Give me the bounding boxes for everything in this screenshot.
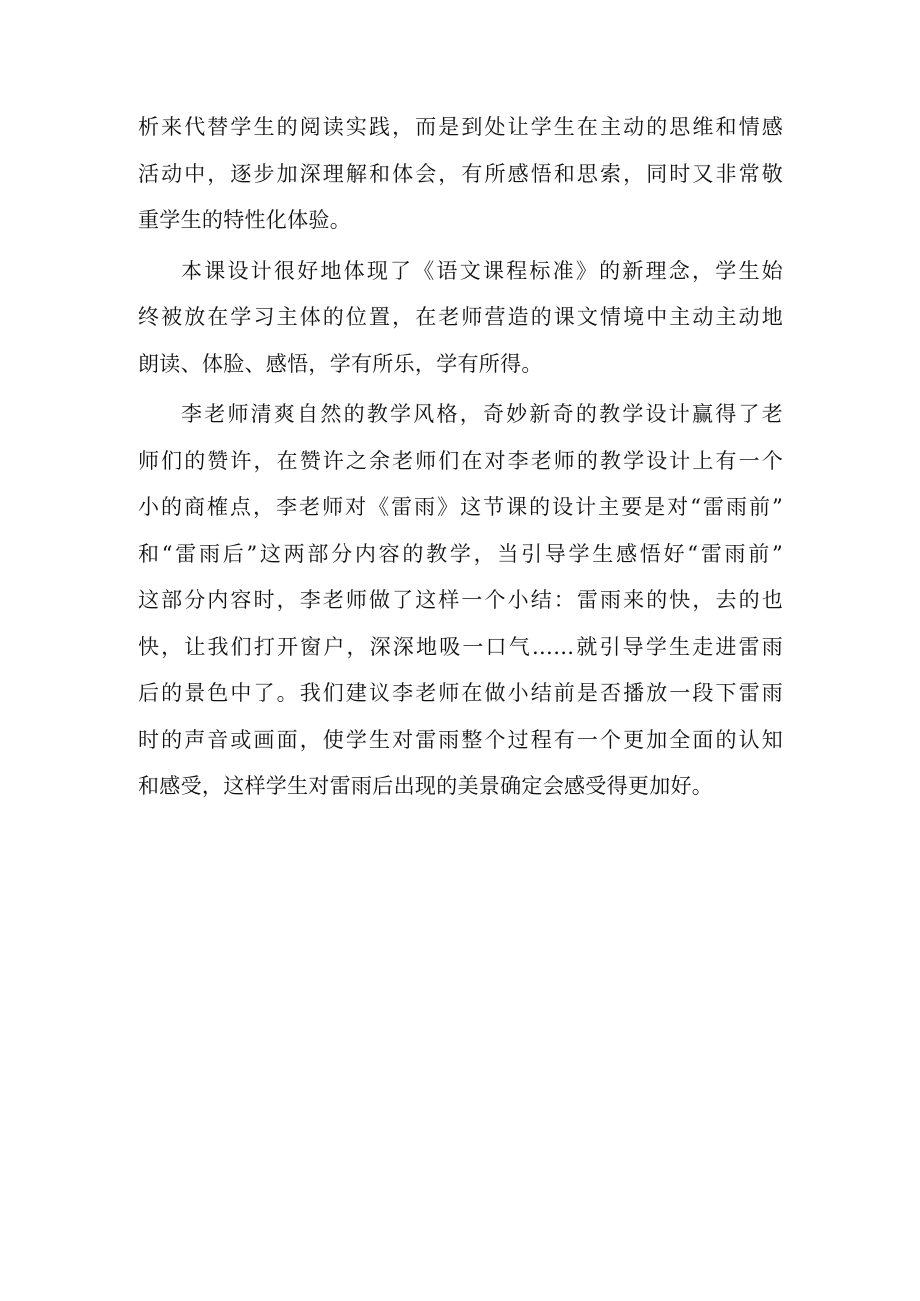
- paragraph-line: 和感受，这样学生对雷雨后出现的美景确定会感受得更加好。: [138, 774, 714, 798]
- paragraph-line: 本课设计很好地体现了《语文课程标准》的新理念，学生始: [181, 258, 783, 283]
- paragraph-line: 师们的赞许，在赞许之余老师们在对李老师的教学设计上有一个: [138, 448, 783, 473]
- paragraph-line: 析来代替学生的阅读实践，而是到处让学生在主动的思维和情感: [138, 115, 783, 139]
- paragraph-2: [138, 248, 783, 388]
- paragraph-line: 活动中，逐步加深理解和体会，有所感悟和思索，同时又非常敬: [138, 161, 783, 186]
- paragraph-3: [138, 391, 783, 810]
- paragraph-line: 小的商榷点，李老师对《雷雨》这节课的设计主要是对“雷雨前”: [138, 495, 783, 519]
- paragraph-line: 和“雷雨后”这两部分内容的教学，当引导学生感悟好“雷雨前”: [138, 541, 783, 566]
- paragraph-line: 这部分内容时，李老师做了这样一个小结：雷雨来的快，去的也: [138, 588, 783, 612]
- paragraph-line: 李老师清爽自然的教学风格，奇妙新奇的教学设计赢得了老: [181, 402, 783, 426]
- paragraph-line: 时的声音或画面，使学生对雷雨整个过程有一个更加全面的认知: [138, 727, 783, 752]
- paragraph-line: 后的景色中了。我们建议李老师在做小结前是否播放一段下雷雨: [138, 681, 783, 705]
- document-body: [138, 104, 783, 810]
- paragraph-line: 快，让我们打开窗户，深深地吸一口气……就引导学生走进雷雨: [138, 634, 783, 659]
- paragraph-1: [138, 104, 783, 244]
- paragraph-line: 终被放在学习主体的位置，在老师营造的课文情境中主动主动地: [138, 305, 783, 329]
- paragraph-line: 重学生的特性化体验。: [138, 208, 351, 232]
- paragraph-line: 朗读、体脸、感悟，学有所乐，学有所得。: [138, 351, 543, 376]
